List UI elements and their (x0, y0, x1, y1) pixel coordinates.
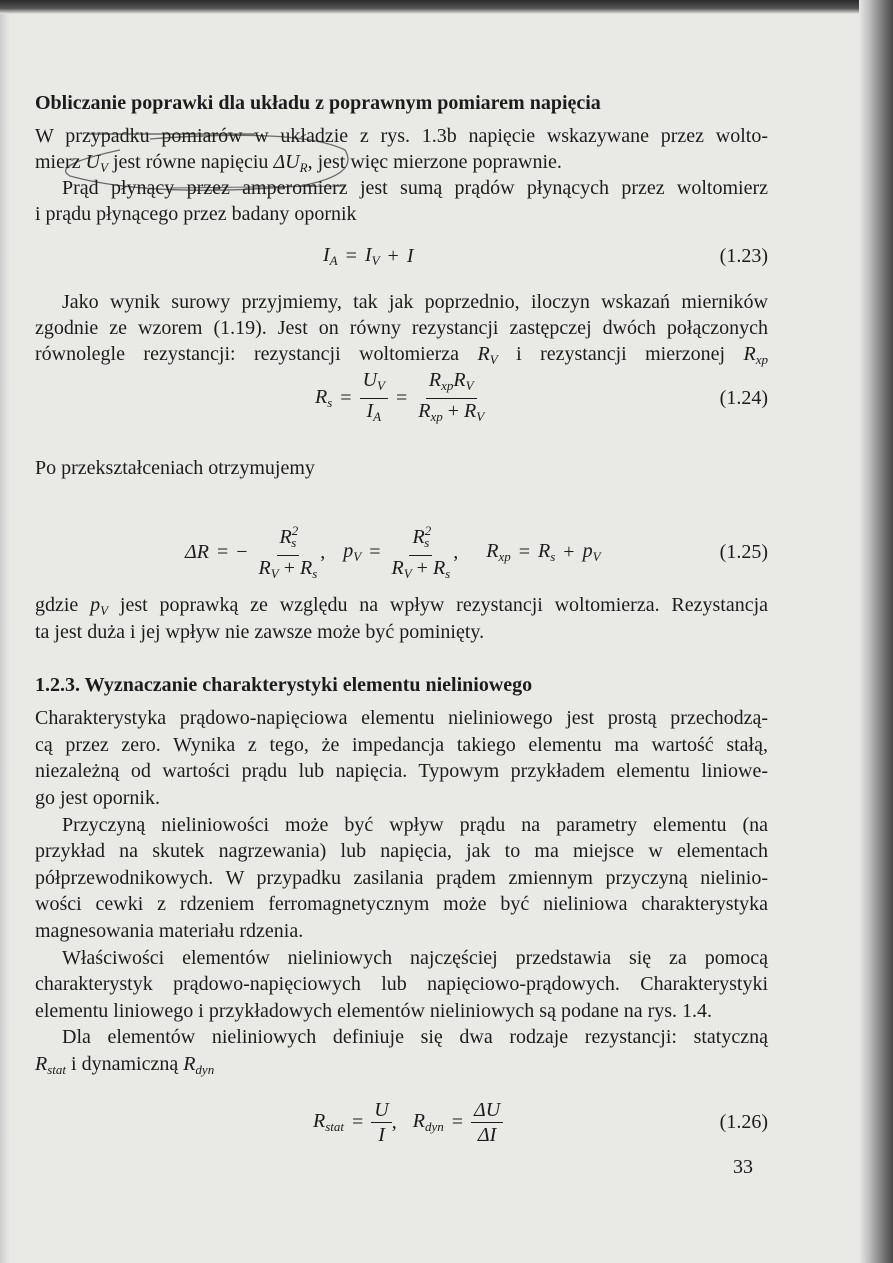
text-line: cą przez zero. Wynika z tego, że impedancja takiego elementu ma wartość stałą, (35, 734, 768, 756)
text-line: zgodnie ze wzorem (1.19). Jest on równy rezystancji zastępczej dwóch połączonych (35, 317, 768, 339)
text-line: magnesowania materiału rdzenia. (35, 920, 304, 942)
text-line: Prąd płynący przez amperomierz jest sumą prądów płynących przez woltomierz (62, 177, 768, 199)
text-line: Właściwości elementów nieliniowych najczęściej przedstawia się za pomocą (62, 947, 768, 969)
text-line: Jako wynik surowy przyjmiemy, tak jak poprzednio, iloczyn wskazań mierników (62, 291, 768, 313)
math-var: $\Delta U_R$ (273, 151, 308, 175)
text-line: mierz $U_V$ jest równe napięciu $\Delta U_R$, jest więc mierzone poprawnie. (35, 151, 562, 175)
section-title: Obliczanie poprawki dla układu z poprawnym pomiarem napięcia (35, 92, 601, 114)
text-line: ta jest duża i jej wpływ nie zawsze może być pominięty. (35, 621, 485, 643)
section-heading: 1.2.3. Wyznaczanie charakterystyki elementu nieliniowego (35, 674, 533, 696)
text-line: charakterystyk prądowo-napięciowych lub napięciowo-prądowych. Charakterystyki (35, 973, 768, 995)
text-line: wości cewki z rdzeniem ferromagnetycznym może być nieliniowa charakterystyka (35, 893, 768, 915)
text-line: półprzewodnikowych. W przypadku zasilania prądem zmiennym przyczyną nielinio- (35, 867, 768, 889)
text-line: Charakterystyka prądowo-napięciowa elementu nieliniowego jest prostą przechodzą- (35, 707, 768, 729)
page-number: 33 (733, 1156, 753, 1178)
text-line: go jest opornik. (35, 787, 160, 809)
equation-1-26: $R_{stat}$ = $\frac{U}{I}$ , $R_{dyn}$ = $\frac{\Delta U}{\Delta I}$ (1.26) (313, 1098, 768, 1146)
equation-number: (1.25) (719, 540, 768, 563)
equation-1-23: $I_A$ = $I_V$ + I (1.23) (323, 243, 768, 268)
equation-number: (1.26) (719, 1110, 768, 1133)
text-line: gdzie $p_V$ jest poprawką ze względu na wpływ rezystancji woltomierza. Rezystancja (35, 594, 769, 618)
text-line: W przypadku pomiarów w układzie z rys. 1.3b napięcie wskazywane przez wolto- (35, 125, 768, 147)
text-line: elementu liniowego i przykładowych elementów nieliniowych są podane na rys. 1.4. (35, 1000, 713, 1022)
equation-1-24: $R_s$ = $\frac{U_V}{I_A}$ = $\frac{R_{xp}R_V}{R_{xp} + R_V}$ (1.24) (315, 368, 768, 424)
text-line: niezależną od wartości prądu lub napięcia. Typowym przykładem elementu liniowe- (35, 760, 768, 782)
text-line: i prądu płynącego przez badany opornik (35, 203, 357, 225)
equation-number: (1.23) (719, 244, 768, 267)
text-line: przykład na skutek nagrzewania) lub napięcia, jak to ma miejsce w elementach (35, 840, 768, 862)
text-line: Przyczyną nieliniowości może być wpływ prądu na parametry elementu (na (62, 814, 768, 836)
equation-1-25: ΔR = − $\frac{R^2_s}{R_V + R_s}$ , $p_V$ = $\frac{R^2_s}{R_V + R_s}$ , $R_{xp}$ = $R_s$ + $p_V$ (1.25) (35, 522, 768, 582)
text-line: równolegle rezystancji: rezystancji woltomierza $R_V$ i rezystancji mierzonej $R_{xp}$ (35, 343, 769, 367)
text-line: Dla elementów nieliniowych definiuje się dwa rodzaje rezystancji: statyczną (62, 1026, 768, 1048)
text-line: $R_{stat}$ i dynamiczną $R_{dyn}$ (35, 1053, 215, 1077)
text-line: Po przekształceniach otrzymujemy (35, 457, 315, 479)
equation-number: (1.24) (719, 386, 768, 409)
math-var: $U_V$ (85, 151, 108, 175)
